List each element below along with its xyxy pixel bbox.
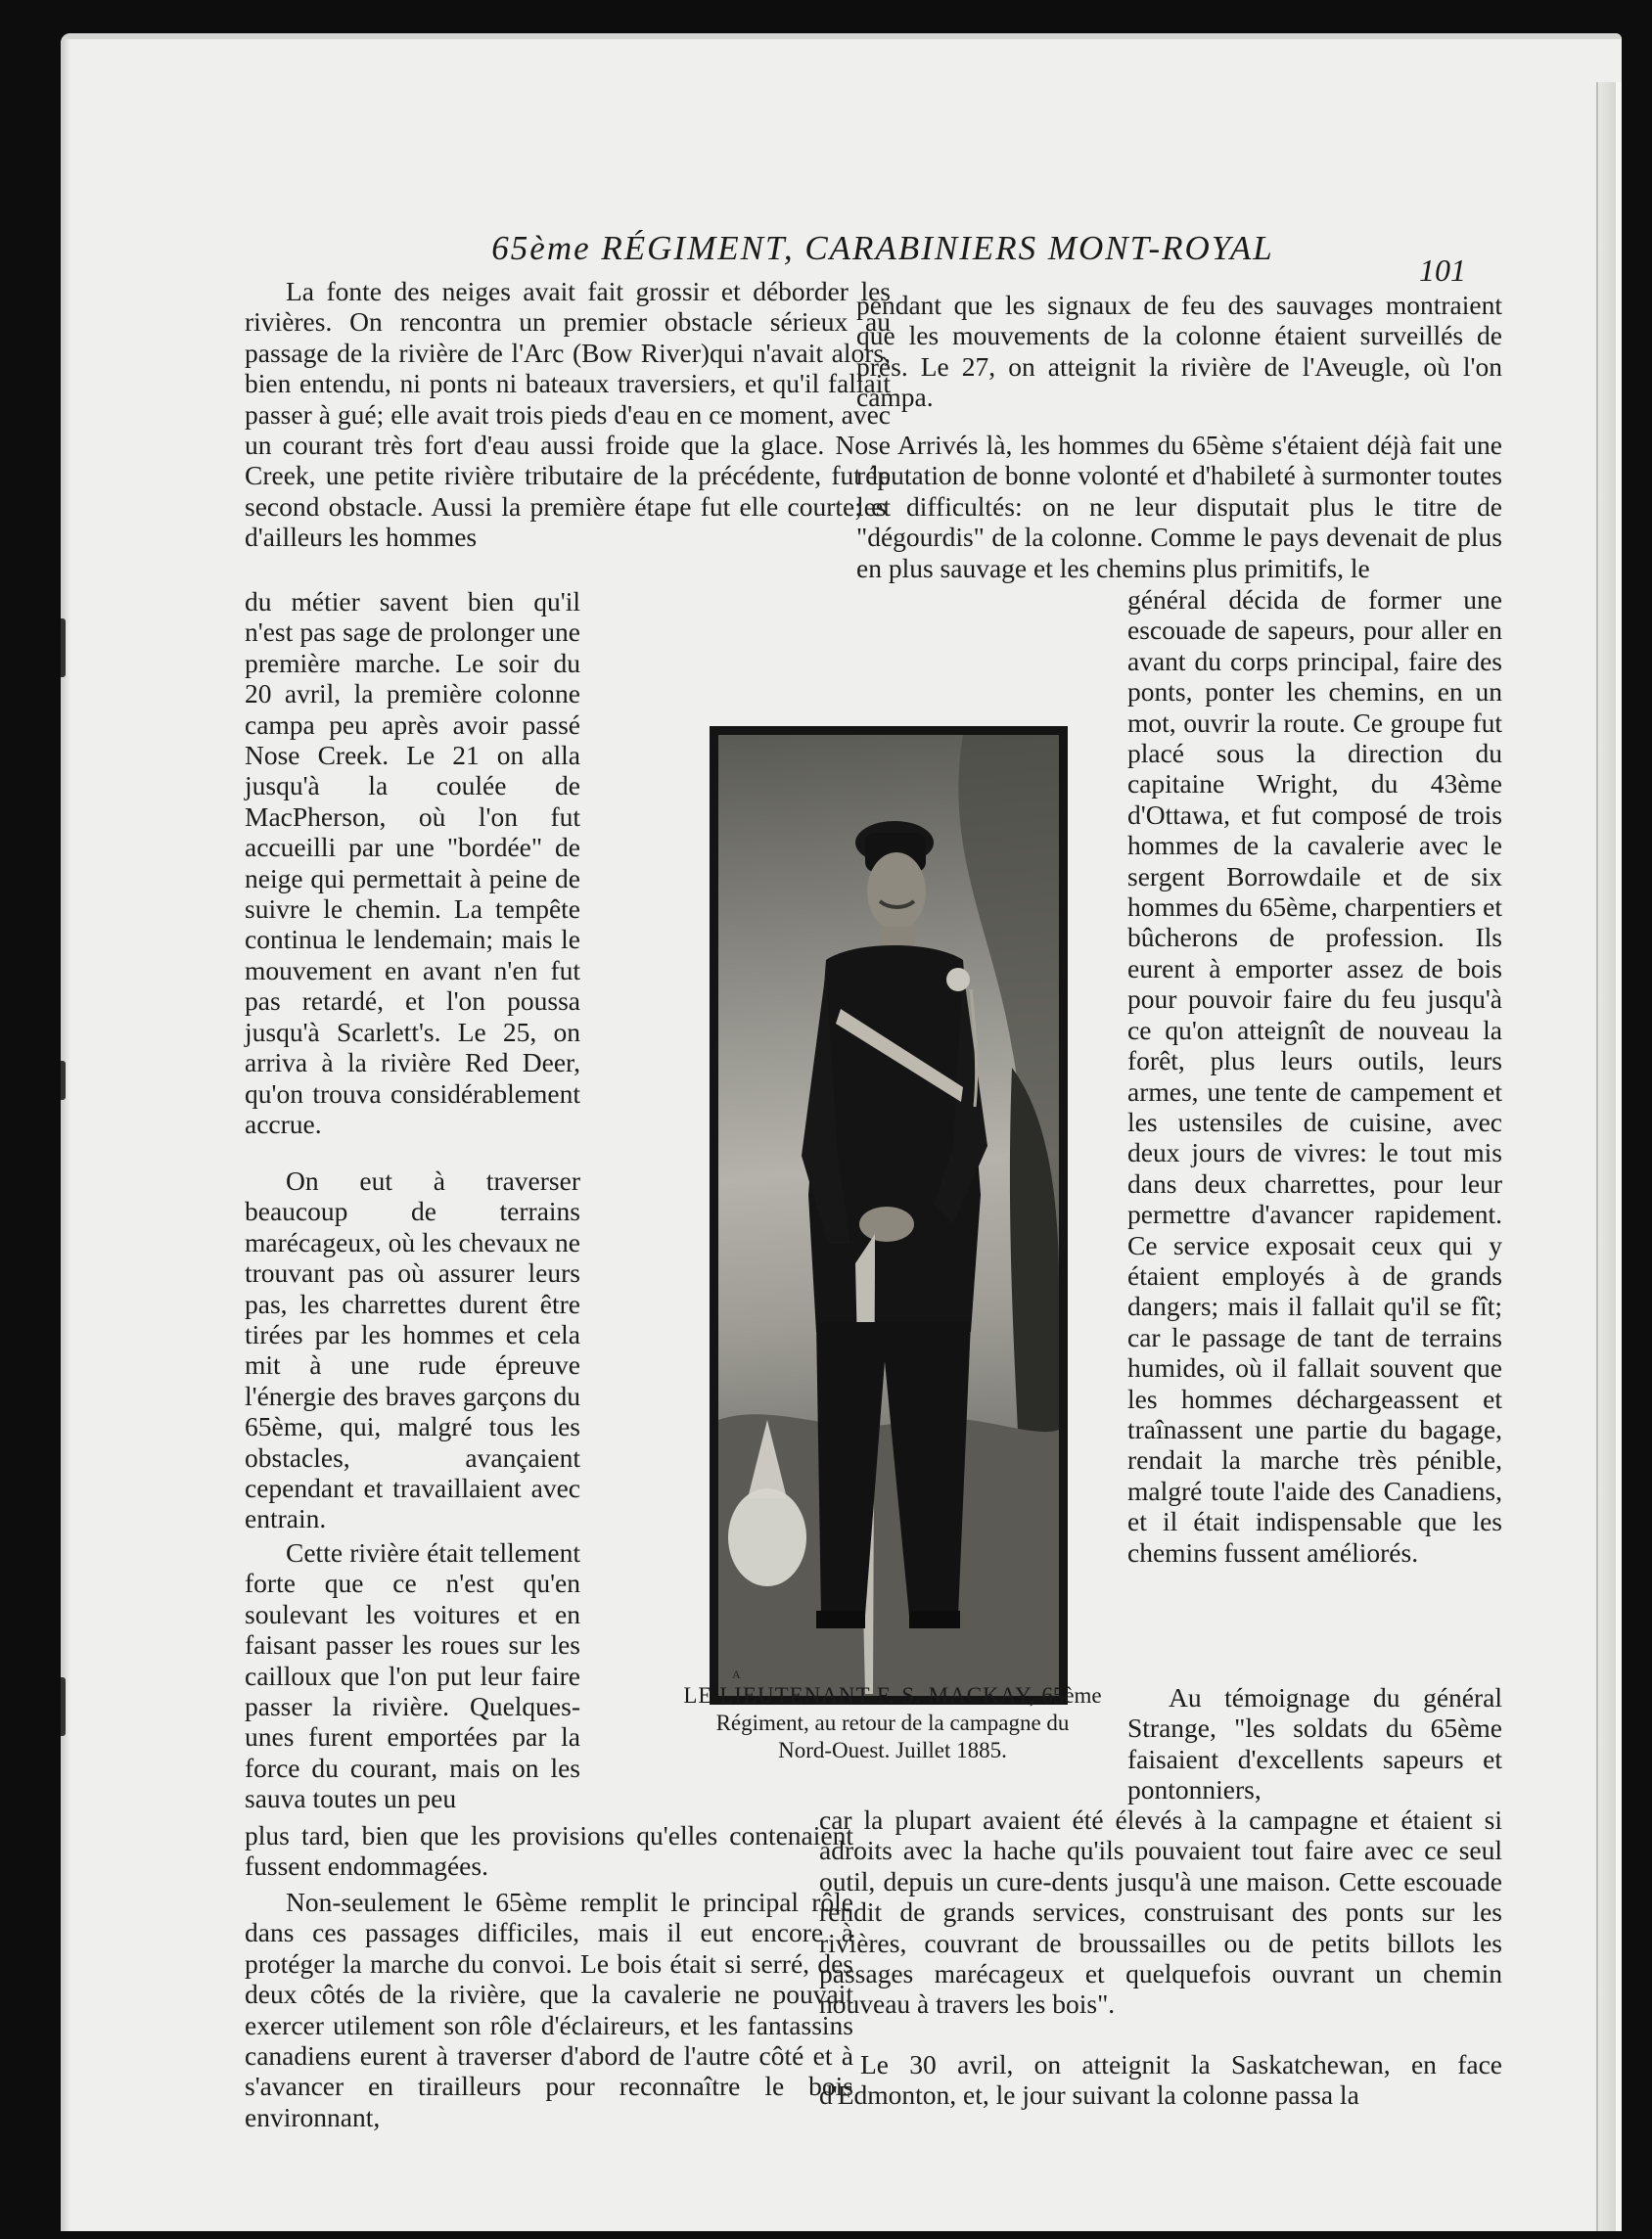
right-paragraph-2-narrow: général décida de former une escouade de sapeurs, pour aller en avant du corps principal, faire des ponts, ponter les chemins, en un mot, ouvrir la route. Ce groupe fut placé sous la direction du capitaine Wright, du 43ème d'Ottawa, et fut composé de trois hommes de la cavalerie avec le sergent Borrowdaile et de six hommes du 65ème, charpentiers et bûcherons de profession. Ils eurent à emporter assez de bois pour pouvoir faire du feu jusqu'à ce qu'on atteignît de nouveau la forêt, plus leurs outils, leurs armes, une tente de campement et les ustensiles de cuisine, avec deux jours de vivres: le tout mis dans deux charrettes, pour leur permettre d'avancer rapidement. Ce service exposait ceux qui y étaient employés à de grands dangers; mais il fallait qu'il se fît; car le passage de tant de terrains humides, où il fallait souvent que les hommes déchargeassent et traînassent une partie du bagage, rendait la marche très pénible, malgré toute l'aide des Canadiens, et il était indispensable que les chemins fussent améliorés. — [1127, 584, 1502, 1568]
left-paragraph-1-wide: La fonte des neiges avait fait grossir et déborder les rivières. On rencontra un premier obstacle sérieux au passage de la rivière de l'Arc (Bow River)qui n'avait alors, bien entendu, ni ponts ni bateaux traversiers, et qu'il fallait passer à gué; elle avait trois pieds d'eau en ce moment, avec un courant très fort d'eau aussi froide que la glace. Nose Creek, une petite rivière tributaire de la précédente, fut le second obstacle. Aussi la première étape fut elle courte; et d'ailleurs les hommes — [245, 276, 891, 553]
binding-mark — [61, 618, 66, 677]
right-paragraph-2-wide: Arrivés là, les hommes du 65ème s'étaient déjà fait une réputation de bonne volonté et d'habileté à surmonter toutes les difficultés: on ne leur disputait plus le titre de "dégourdis" de la colonne. Comme le pays devenait de plus en plus sauvage et les chemins plus primitifs, le — [856, 430, 1502, 583]
photo-caption — [648, 1682, 1137, 1764]
page-number: 101 — [1419, 252, 1466, 288]
right-paragraph-3-wide: car la plupart avaient été élevés à la campagne et étaient si adroits avec la hache qu'ils pouvaient tout faire avec ce seul outil, depuis un cure-dents jusqu'à une maison. Cette escouade rendit de grands services, construisant des ponts sur les rivières, couvrant de broussailles ou de petits billots les passages marécageux et quelquefois ouvrant un chemin nouveau à travers les bois". — [819, 1805, 1502, 2020]
left-paragraph-3-narrow: Cette rivière était tellement forte que ce n'est qu'en soulevant les voitures et en faisant passer les roues sur les cailloux que l'on put leur faire passer la rivière. Quelques-unes furent emportées par la force du courant, mais on les sauva toutes un peu — [245, 1537, 580, 1814]
left-paragraph-2: On eut à traverser beaucoup de terrains marécageux, où les chevaux ne trouvant pas où assurer leurs pas, les charrettes durent être tirées par les hommes et cela mit à une rude épreuve l'énergie des braves garçons du 65ème, qui, malgré tous les obstacles, avançaient cependant et travaillaient avec entrain. — [245, 1165, 580, 1534]
left-paragraph-3-wide: plus tard, bien que les provisions qu'elles contenaient fussent endommagées. — [245, 1820, 853, 1882]
portrait-photo — [718, 735, 1059, 1696]
right-paragraph-3-narrow: Au témoignage du général Strange, "les soldats du 65ème faisaient d'excellents sapeurs et pontonniers, — [1127, 1682, 1502, 1805]
scanned-page — [61, 33, 1622, 2231]
caption-name: LE LIEUTENANT F. S. MACKAY, — [683, 1683, 1036, 1708]
photo-mark: A — [732, 1668, 741, 1681]
left-paragraph-4: Non-seulement le 65ème remplit le principal rôle dans ces passages difficiles, mais il eut encore à protéger la marche du convoi. Le bois était si serré, des deux côtés de la rivière, que la cavalerie ne pouvait exercer utilement son rôle d'éclaireurs, et les fantassins canadiens eurent à traverser d'abord de l'autre côté et à s'avancer en tirailleurs pour reconnaître le bois environnant, — [245, 1887, 853, 2132]
binding-mark — [61, 1061, 66, 1100]
binding-mark — [61, 1677, 66, 1736]
caption-line3: Nord-Ouest. Juillet 1885. — [778, 1738, 1007, 1762]
right-paragraph-1: pendant que les signaux de feu des sauvages montraient que les mouvements de la colonne étaient surveillés de près. Le 27, on atteignit la rivière de l'Aveugle, où l'on campa. — [856, 290, 1502, 413]
caption-line1-rest: 65ème — [1041, 1683, 1102, 1708]
right-paragraph-4: Le 30 avril, on atteignit la Saskatchewan, en face d'Edmonton, et, le jour suivant la colonne passa la — [819, 2049, 1502, 2111]
soldier-portrait-illustration — [718, 735, 1059, 1696]
page-right-edge-highlight — [1616, 82, 1622, 2231]
running-header: 65ème RÉGIMENT, CARABINIERS MONT-ROYAL — [491, 229, 1274, 267]
caption-line2: Régiment, au retour de la campagne du — [715, 1711, 1070, 1735]
left-paragraph-1-narrow: du métier savent bien qu'il n'est pas sage de prolonger une première marche. Le soir du 20 avril, la première colonne campa peu après avoir passé Nose Creek. Le 21 on alla jusqu'à la coulée de MacPherson, où l'on fut accueilli par une "bordée" de neige qui permettait à peine de suivre le chemin. La tempête continua le lendemain; mais le mouvement en avant n'en fut pas retardé, et l'on poussa jusqu'à Scarlett's. Le 25, on arriva à la rivière Red Deer, qu'on trouva considérablement accrue. — [245, 586, 580, 1139]
portrait-photo-frame — [710, 726, 1068, 1705]
page-top-edge — [61, 33, 1622, 39]
